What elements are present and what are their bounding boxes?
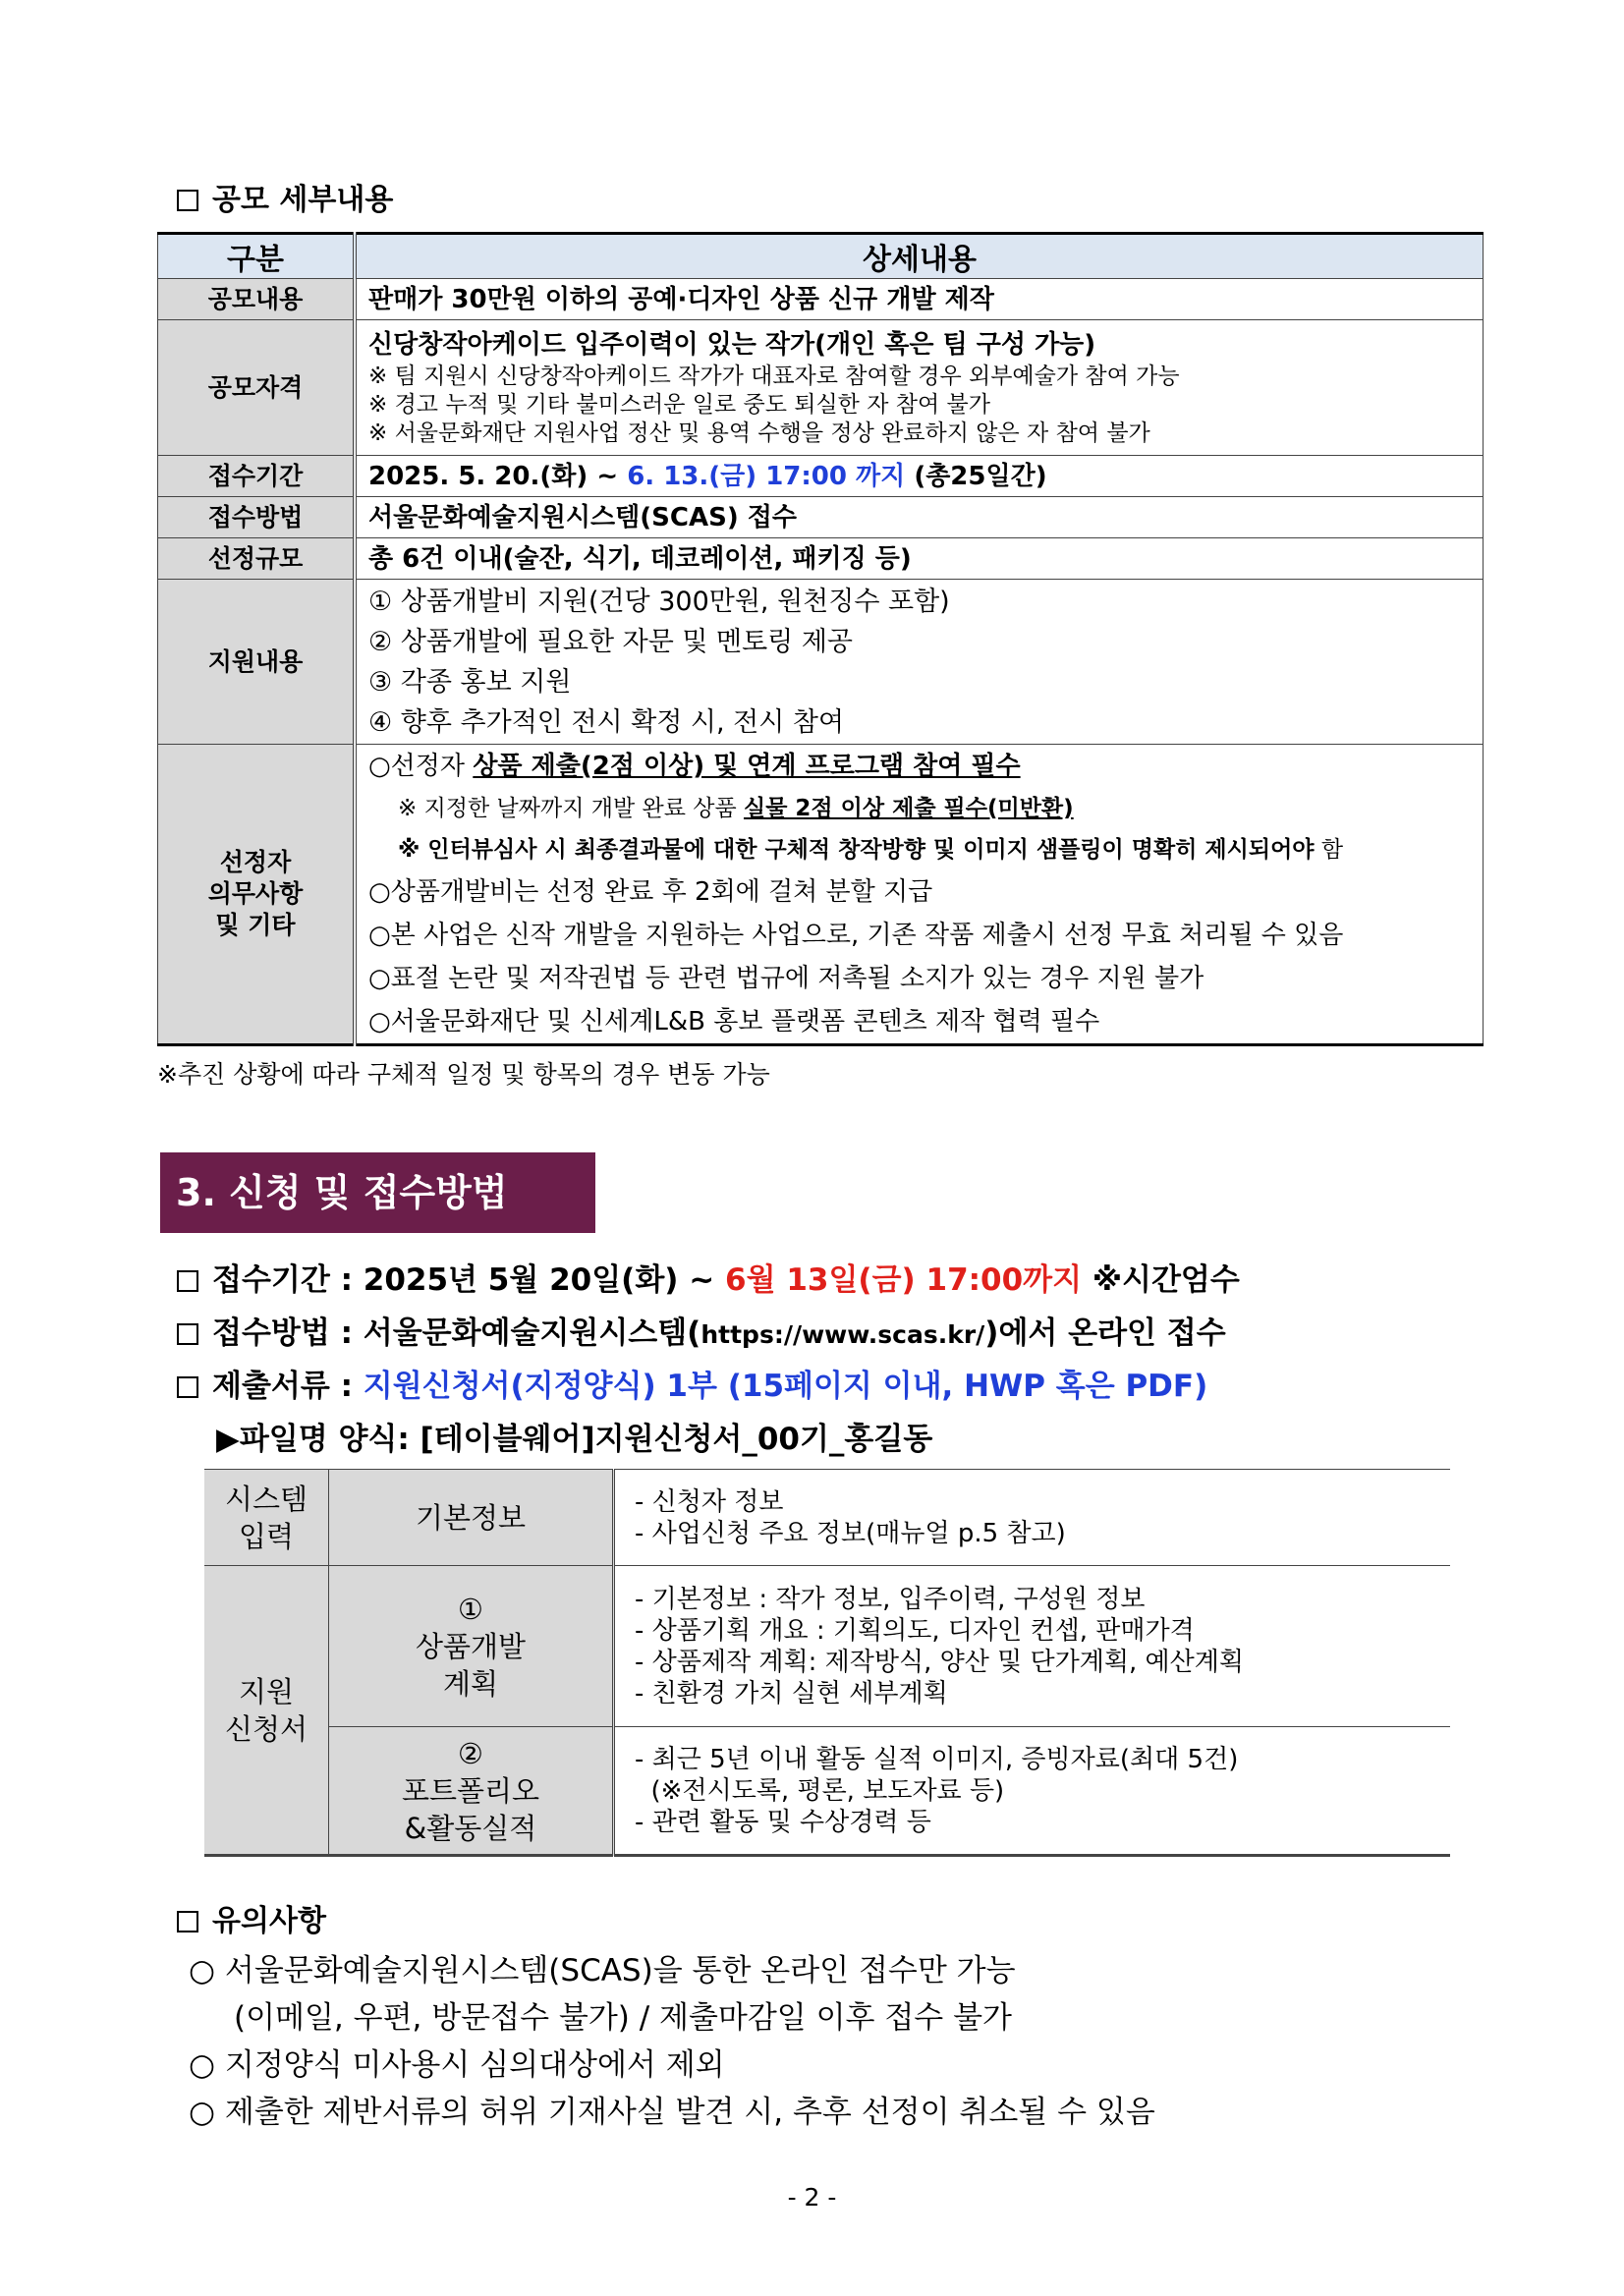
square-bullet-icon (177, 1323, 198, 1345)
page-number: - 2 - (787, 2183, 837, 2212)
duty-item: ○표절 논란 및 저작권법 등 관련 법규에 저촉될 소지가 있는 경우 지원 불가 (368, 964, 1204, 993)
application-label: 지원 신청서 (204, 1566, 329, 1856)
duty-item: ○선정자 상품 제출(2점 이상) 및 연계 프로그램 참여 필수 (368, 752, 1021, 781)
table-row (158, 538, 1484, 580)
table-row (204, 1727, 1450, 1856)
table-footnote: ※추진 상황에 따라 구체적 일정 및 항목의 경우 변동 가능 (157, 1060, 770, 1089)
square-bullet-icon (177, 1376, 198, 1398)
square-bullet-icon (177, 1270, 198, 1292)
row-value-period: 2025. 5. 20.(화) ~ 6. 13.(금) 17:00 까지 (총25일간) (355, 456, 1484, 497)
qualification-note: ※ 경고 누적 및 기타 불미스러운 일로 중도 퇴실한 자 참여 불가 (368, 392, 990, 418)
support-item: ② 상품개발에 필요한 자문 및 멘토링 제공 (368, 626, 854, 657)
notice-item-cont: (이메일, 우편, 방문접수 불가) / 제출마감일 이후 접수 불가 (234, 2000, 1012, 2036)
row-label-scale: 선정규모 (158, 538, 356, 580)
section-3-banner: 3. 신청 및 접수방법 (160, 1152, 595, 1233)
notice-heading: 유의사항 (177, 1896, 326, 1939)
table-row (158, 580, 1484, 745)
row-value-content: 판매가 30만원 이하의 공예·디자인 상품 신규 개발 제작 (355, 279, 1484, 320)
notice-item: ○ 지정양식 미사용시 심의대상에서 제외 (189, 2047, 725, 2083)
row-value-support (355, 580, 1484, 745)
notice-item: ○ 서울문화예술지원시스템(SCAS)을 통한 온라인 접수만 가능 (189, 1953, 1016, 1988)
documents-table (204, 1469, 1450, 1857)
square-bullet-icon (177, 1911, 198, 1932)
method-line: 접수방법 : 서울문화예술지원시스템(https://www.scas.kr/)에서 온라인 접수 (177, 1308, 1226, 1352)
row-value-method: 서울문화예술지원시스템(SCAS) 접수 (355, 497, 1484, 538)
row-label-qualification: 공모자격 (158, 320, 356, 456)
row-label-method: 접수방법 (158, 497, 356, 538)
row-label-content: 공모내용 (158, 279, 356, 320)
duty-item: ○상품개발비는 선정 완료 후 2회에 걸쳐 분할 지급 (368, 877, 933, 907)
table-row (204, 1566, 1450, 1727)
detail-heading: 공모 세부내용 (177, 175, 393, 218)
portfolio-items: - 최근 5년 이내 활동 실적 이미지, 증빙자료(최대 5건) (※전시도록, 평론, 보도자료 등) - 관련 활동 및 수상경력 등 (614, 1727, 1451, 1856)
filename-line: ▶파일명 양식: [테이블웨어]지원신청서_00기_홍길동 (216, 1422, 933, 1457)
portfolio-label: ② 포트폴리오 &활동실적 (329, 1727, 614, 1856)
table-row (158, 320, 1484, 456)
basic-info-items: - 신청자 정보 - 사업신청 주요 정보(매뉴얼 p.5 참고) (614, 1470, 1451, 1566)
support-item: ① 상품개발비 지원(건당 300만원, 원천징수 포함) (368, 586, 950, 617)
table-row (158, 745, 1484, 1045)
row-label-support: 지원내용 (158, 580, 356, 745)
plan-items: - 기본정보 : 작가 정보, 입주이력, 구성원 정보 - 상품기획 개요 : 기획의도, 디자인 컨셉, 판매가격 - 상품제작 계획: 제작방식, 양산 및 단가계획, 예산계획 - 친환경 가치 실현 세부계획 (614, 1566, 1451, 1727)
row-value-duties (355, 745, 1484, 1045)
square-bullet-icon (177, 190, 198, 211)
plan-label: ① 상품개발 계획 (329, 1566, 614, 1727)
duty-item: ○서울문화재단 및 신세계L&B 홍보 플랫폼 콘텐츠 제작 협력 필수 (368, 1007, 1100, 1036)
row-label-period: 접수기간 (158, 456, 356, 497)
row-label-duties: 선정자 의무사항 및 기타 (158, 745, 356, 1045)
support-item: ④ 향후 추가적인 전시 확정 시, 전시 참여 (368, 706, 845, 738)
table-row (158, 456, 1484, 497)
docs-line: 제출서류 : 지원신청서(지정양식) 1부 (15페이지 이내, HWP 혹은 PDF) (177, 1361, 1207, 1405)
qualification-main: 신당창작아케이드 입주이력이 있는 작가(개인 혹은 팀 구성 가능) (368, 330, 1096, 360)
duty-note: ※ 인터뷰심사 시 최종결과물에 대한 구체적 창작방향 및 이미지 샘플링이 명확히 제시되어야 함 (398, 837, 1344, 863)
qualification-note: ※ 서울문화재단 지원사업 정산 및 용역 수행을 정상 완료하지 않은 자 참여 불가 (368, 420, 1150, 446)
table-row (158, 497, 1484, 538)
col-header-category: 구분 (158, 234, 356, 279)
scas-url[interactable]: https://www.scas.kr/ (700, 1320, 985, 1349)
duty-item: ○본 사업은 신작 개발을 지원하는 사업으로, 기존 작품 제출시 선정 무효 처리될 수 있음 (368, 921, 1344, 950)
row-value-scale: 총 6건 이내(술잔, 식기, 데코레이션, 패키징 등) (355, 538, 1484, 580)
table-row (158, 279, 1484, 320)
table-header-row (158, 234, 1484, 279)
notice-item: ○ 제출한 제반서류의 허위 기재사실 발견 시, 추후 선정이 취소될 수 있음 (189, 2095, 1155, 2130)
detail-table (157, 232, 1484, 1046)
col-header-detail: 상세내용 (355, 234, 1484, 279)
duty-note: ※ 지정한 날짜까지 개발 완료 상품 실물 2점 이상 제출 필수(미반환) (398, 796, 1074, 821)
basic-info-label: 기본정보 (329, 1470, 614, 1566)
table-row (204, 1470, 1450, 1566)
qualification-note: ※ 팀 지원시 신당창작아케이드 작가가 대표자로 참여할 경우 외부예술가 참여 가능 (368, 364, 1180, 389)
period-line: 접수기간 : 2025년 5월 20일(화) ~ 6월 13일(금) 17:00까지 ※시간엄수 (177, 1255, 1240, 1299)
support-item: ③ 각종 홍보 지원 (368, 666, 572, 698)
system-input-label: 시스템 입력 (204, 1470, 329, 1566)
row-value-qualification (355, 320, 1484, 456)
